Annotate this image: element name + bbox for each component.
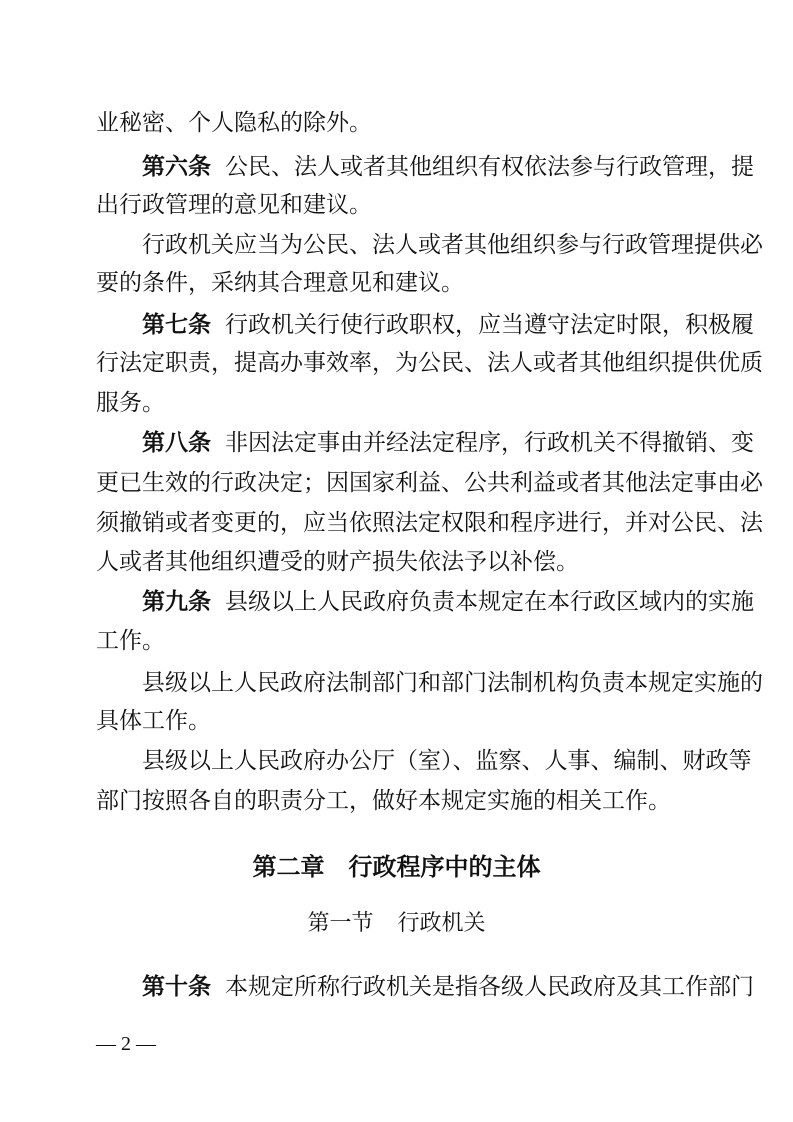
article-7-line-1 (142, 310, 754, 340)
article-7-line-3: 服务。 (96, 390, 165, 416)
paragraph-9b-line-2: 具体工作。 (96, 708, 211, 734)
paragraph-6b-line-1: 行政机关应当为公民、法人或者其他组织参与行政管理提供必 (142, 232, 763, 258)
article-6-line-1 (142, 152, 754, 182)
article-9-line-1 (142, 587, 754, 617)
chapter-title: 行政程序中的主体 (348, 853, 541, 881)
article-10-label: 第十条 (142, 974, 211, 1000)
article-7-label: 第七条 (142, 312, 211, 338)
article-9-text: 县级以上人民政府负责本规定在本行政区域内的实施 (225, 589, 754, 615)
article-10-line-1 (142, 972, 754, 1002)
paragraph-6b-line-2: 要的条件，采纳其合理意见和建议。 (96, 270, 464, 296)
article-6-label: 第六条 (142, 154, 211, 180)
article-7-text: 行政机关行使行政职权，应当遵守法定时限，积极履 (225, 312, 754, 338)
page-number: — 2 — (96, 1033, 156, 1055)
section-title: 行政机关 (397, 911, 486, 936)
article-8-text: 非因法定事由并经法定程序，行政机关不得撤销、变 (225, 430, 754, 456)
paragraph-9b-line-1: 县级以上人民政府法制部门和部门法制机构负责本规定实施的 (142, 670, 763, 696)
article-8-line-2: 更已生效的行政决定；因国家利益、公共利益或者其他法定事由必 (96, 470, 763, 496)
article-8-line-4: 人或者其他组织遭受的财产损失依法予以补偿。 (96, 549, 579, 575)
article-9-line-2: 工作。 (96, 628, 165, 654)
article-9-label: 第九条 (142, 589, 211, 615)
chapter-heading (0, 852, 793, 882)
article-10-text: 本规定所称行政机关是指各级人民政府及其工作部门 (225, 974, 754, 1000)
section-heading (0, 909, 793, 939)
article-7-line-2: 行法定职责，提高办事效率，为公民、法人或者其他组织提供优质 (96, 350, 763, 376)
chapter-number: 第二章 (252, 853, 325, 881)
paragraph-9c-line-1: 县级以上人民政府办公厅（室）、监察、人事、编制、财政等 (142, 748, 752, 774)
article-8-line-1 (142, 428, 754, 458)
paragraph-9c-line-2: 部门按照各自的职责分工，做好本规定实施的相关工作。 (96, 788, 671, 814)
section-number: 第一节 (307, 911, 374, 936)
article-6-line-2: 出行政管理的意见和建议。 (96, 192, 372, 218)
article-8-line-3: 须撤销或者变更的，应当依照法定权限和程序进行，并对公民、法 (96, 510, 763, 536)
paragraph-line: 业秘密、个人隐私的除外。 (96, 110, 372, 136)
article-6-text: 公民、法人或者其他组织有权依法参与行政管理，提 (225, 154, 754, 180)
article-8-label: 第八条 (142, 430, 211, 456)
